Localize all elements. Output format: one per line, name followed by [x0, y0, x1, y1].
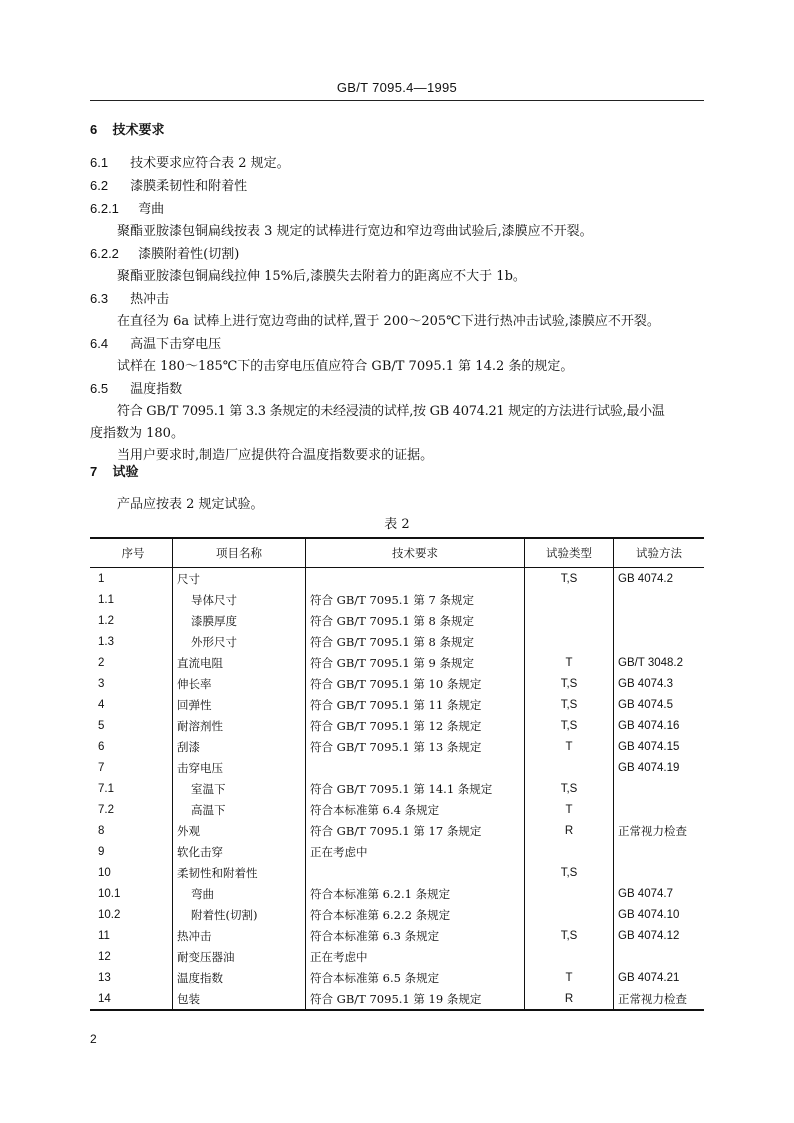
- cell-type: [525, 631, 614, 652]
- table-row: [90, 841, 704, 862]
- table-row: [90, 736, 704, 757]
- table-row: [90, 778, 704, 799]
- table-row: [90, 757, 704, 778]
- cell-requirement: [306, 568, 525, 590]
- cell-type: T,S: [525, 715, 614, 736]
- cell-no: 5: [98, 719, 105, 732]
- header-cell: 试验类型: [525, 538, 614, 568]
- cell-no: 10.1: [98, 887, 121, 900]
- cell-item: 击穿电压: [173, 757, 306, 778]
- cell-requirement: 符合 GB/T 7095.1 第 9 条规定: [306, 652, 525, 673]
- cell-method: GB 4074.5: [614, 694, 705, 715]
- clause-6-1: 6.1 技术要求应符合表 2 规定。: [90, 155, 290, 171]
- cell-type: R: [525, 988, 614, 1010]
- cell-requirement: 符合 GB/T 7095.1 第 19 条规定: [306, 988, 525, 1010]
- section-6-heading: 6 技术要求: [90, 122, 165, 138]
- cell-type: [525, 883, 614, 904]
- cell-no: 13: [98, 971, 111, 984]
- cell-no: 10: [98, 866, 111, 879]
- table-header-row: [90, 538, 704, 568]
- table-row: [90, 988, 704, 1010]
- cell-item: 伸长率: [173, 673, 306, 694]
- cell-no: 1.2: [98, 614, 114, 627]
- cell-no: 1.3: [98, 635, 114, 648]
- cell-method: GB 4074.19: [614, 757, 705, 778]
- cell-requirement: 正在考虑中: [306, 946, 525, 967]
- clause-6-2-2: 6.2.2 漆膜附着性(切割): [90, 246, 240, 262]
- test-table: [90, 537, 704, 1011]
- cell-no: 14: [90, 988, 173, 1010]
- cell-method: GB 4074.3: [614, 673, 705, 694]
- cell-item: 耐变压器油: [173, 946, 306, 967]
- table-row: [90, 631, 704, 652]
- test-table-wrapper: [90, 537, 704, 1011]
- cell-type: T: [525, 967, 614, 988]
- cell-item: 热冲击: [173, 925, 306, 946]
- cell-type: [525, 589, 614, 610]
- cell-requirement: 符合本标准第 6.4 条规定: [306, 799, 525, 820]
- cell-no: 12: [98, 950, 111, 963]
- cell-method: [614, 610, 705, 631]
- table-row: [90, 589, 704, 610]
- cell-method: [614, 862, 705, 883]
- table-row: [90, 652, 704, 673]
- cell-item: 附着性(切割): [173, 904, 306, 925]
- section-7-heading: 7 试验: [90, 464, 139, 480]
- cell-item: 外形尺寸: [173, 631, 306, 652]
- cell-no: 1: [98, 572, 105, 585]
- table-row: [90, 715, 704, 736]
- cell-requirement: 符合本标准第 6.3 条规定: [306, 925, 525, 946]
- cell-type: [525, 610, 614, 631]
- cell-item: 导体尺寸: [173, 589, 306, 610]
- cell-item: 刮漆: [173, 736, 306, 757]
- cell-method: [614, 778, 705, 799]
- cell-method: [614, 799, 705, 820]
- page-number: 2: [90, 1032, 97, 1046]
- cell-method: GB 4074.15: [614, 736, 705, 757]
- cell-type: T: [525, 652, 614, 673]
- cell-requirement: 符合 GB/T 7095.1 第 14.1 条规定: [306, 778, 525, 799]
- cell-requirement: 符合 GB/T 7095.1 第 12 条规定: [306, 715, 525, 736]
- clause-6-5-body2: 当用户要求时,制造厂应提供符合温度指数要求的证据。: [117, 448, 434, 463]
- cell-no: 3: [98, 677, 105, 690]
- cell-method: GB 4074.16: [614, 715, 705, 736]
- cell-method: [614, 841, 705, 862]
- table-row: [90, 904, 704, 925]
- cell-method: [614, 946, 705, 967]
- header-cell: 序号: [90, 538, 173, 568]
- header-rule: [90, 100, 704, 101]
- cell-type: [525, 757, 614, 778]
- table-row: [90, 820, 704, 841]
- cell-no: 1.1: [98, 593, 114, 606]
- table-row: [90, 673, 704, 694]
- cell-item: 温度指数: [173, 967, 306, 988]
- cell-no: 9: [98, 845, 105, 858]
- cell-requirement: 符合本标准第 6.5 条规定: [306, 967, 525, 988]
- cell-no: 7: [98, 761, 105, 774]
- cell-type: T,S: [525, 694, 614, 715]
- table-title: 表 2: [384, 517, 410, 532]
- cell-method: GB 4074.7: [614, 883, 705, 904]
- cell-no: 2: [98, 656, 105, 669]
- cell-item: 柔韧性和附着性: [173, 862, 306, 883]
- section-7: [90, 461, 704, 516]
- document-header: GB/T 7095.4—1995: [336, 80, 458, 95]
- cell-item: 弯曲: [173, 883, 306, 904]
- cell-requirement: 符合 GB/T 7095.1 第 11 条规定: [306, 694, 525, 715]
- cell-no: 6: [98, 740, 105, 753]
- cell-type: T,S: [525, 862, 614, 883]
- cell-requirement: [306, 862, 525, 883]
- clause-6-2-1-body: 聚酯亚胺漆包铜扁线按表 3 规定的试棒进行宽边和窄边弯曲试验后,漆膜应不开裂。: [117, 224, 593, 239]
- clause-6-5-body-line2: 度指数为 180。: [90, 426, 184, 441]
- cell-type: T,S: [525, 778, 614, 799]
- cell-method: GB 4074.2: [614, 568, 705, 590]
- cell-requirement: 符合 GB/T 7095.1 第 8 条规定: [306, 610, 525, 631]
- cell-requirement: 符合本标准第 6.2.2 条规定: [306, 904, 525, 925]
- cell-requirement: 正在考虑中: [306, 841, 525, 862]
- clause-6-2-2-body: 聚酯亚胺漆包铜扁线拉伸 15%后,漆膜失去附着力的距离应不大于 1b。: [117, 269, 526, 284]
- section-6: [90, 119, 704, 467]
- cell-item: 高温下: [173, 799, 306, 820]
- cell-type: R: [525, 820, 614, 841]
- cell-requirement: 符合 GB/T 7095.1 第 17 条规定: [306, 820, 525, 841]
- table-row: [90, 862, 704, 883]
- header-cell: 试验方法: [614, 538, 705, 568]
- table-row: [90, 799, 704, 820]
- cell-requirement: 符合 GB/T 7095.1 第 7 条规定: [306, 589, 525, 610]
- cell-no: 8: [98, 824, 105, 837]
- cell-type: [525, 946, 614, 967]
- table-row: [90, 883, 704, 904]
- header-cell: 技术要求: [306, 538, 525, 568]
- header-cell: 项目名称: [173, 538, 306, 568]
- cell-type: T,S: [525, 673, 614, 694]
- cell-type: T: [525, 799, 614, 820]
- cell-type: T,S: [525, 925, 614, 946]
- cell-method: [614, 631, 705, 652]
- cell-item: 包装: [173, 988, 306, 1010]
- cell-method: GB 4074.21: [614, 967, 705, 988]
- cell-method: 正常视力检查: [614, 820, 705, 841]
- cell-requirement: 符合 GB/T 7095.1 第 8 条规定: [306, 631, 525, 652]
- cell-item: 室温下: [173, 778, 306, 799]
- table-row: [90, 925, 704, 946]
- cell-requirement: 符合 GB/T 7095.1 第 13 条规定: [306, 736, 525, 757]
- clause-6-3: 6.3 热冲击: [90, 291, 170, 307]
- cell-method: GB 4074.10: [614, 904, 705, 925]
- cell-item: 回弹性: [173, 694, 306, 715]
- clause-6-4-body: 试样在 180～185℃下的击穿电压值应符合 GB/T 7095.1 第 14.2 条的规定。: [117, 359, 574, 374]
- cell-no: 7.1: [98, 782, 114, 795]
- clause-6-5-body-line1: 符合 GB/T 7095.1 第 3.3 条规定的未经浸渍的试样,按 GB 4074.21 规定的方法进行试验,最小温: [117, 404, 665, 419]
- cell-no: 7.2: [98, 803, 114, 816]
- cell-item: 直流电阻: [173, 652, 306, 673]
- table-row: [90, 967, 704, 988]
- clause-6-2: 6.2 漆膜柔韧性和附着性: [90, 178, 248, 194]
- cell-method: 正常视力检查: [614, 988, 705, 1010]
- cell-type: [525, 904, 614, 925]
- clause-6-4: 6.4 高温下击穿电压: [90, 336, 222, 352]
- cell-type: T,S: [525, 568, 614, 590]
- cell-item: 外观: [173, 820, 306, 841]
- table-row: [90, 694, 704, 715]
- clause-6-2-1: 6.2.1 弯曲: [90, 201, 165, 217]
- cell-requirement: 符合 GB/T 7095.1 第 10 条规定: [306, 673, 525, 694]
- cell-method: GB 4074.12: [614, 925, 705, 946]
- cell-no: 4: [98, 698, 105, 711]
- table-row: [90, 946, 704, 967]
- cell-item: 软化击穿: [173, 841, 306, 862]
- cell-no: 10.2: [98, 908, 121, 921]
- table-row: [90, 568, 704, 590]
- cell-type: [525, 841, 614, 862]
- table-row: [90, 610, 704, 631]
- cell-requirement: 符合本标准第 6.2.1 条规定: [306, 883, 525, 904]
- clause-6-3-body: 在直径为 6a 试棒上进行宽边弯曲的试样,置于 200～205℃下进行热冲击试验,漆膜应不开裂。: [117, 314, 660, 329]
- cell-no: 11: [98, 929, 110, 942]
- cell-item: 漆膜厚度: [173, 610, 306, 631]
- cell-requirement: [306, 757, 525, 778]
- cell-item: 耐溶剂性: [173, 715, 306, 736]
- cell-type: T: [525, 736, 614, 757]
- cell-item: 尺寸: [173, 568, 306, 590]
- cell-method: GB/T 3048.2: [614, 652, 705, 673]
- section-7-body: 产品应按表 2 规定试验。: [117, 497, 264, 512]
- clause-6-5: 6.5 温度指数: [90, 381, 183, 397]
- cell-method: [614, 589, 705, 610]
